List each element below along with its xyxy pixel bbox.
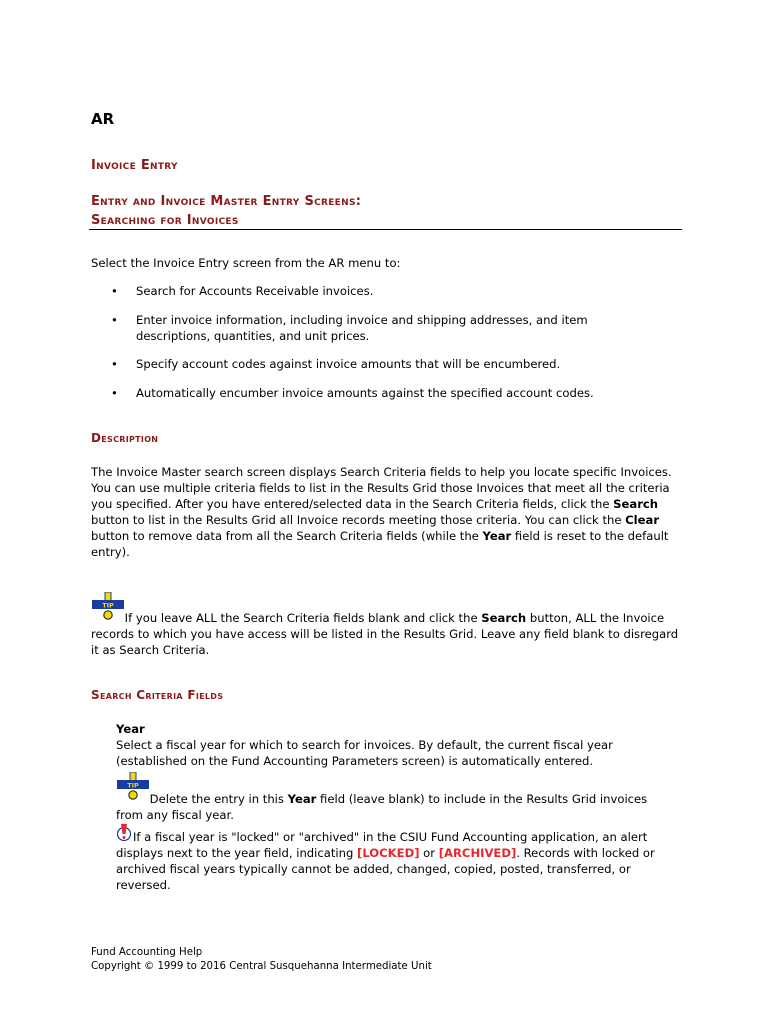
clear-term: Clear <box>625 513 660 527</box>
archived-badge: [ARCHIVED] <box>438 846 517 860</box>
search-term: Search <box>481 611 527 625</box>
page-title-line1: Entry and Invoice Master Entry Screens: <box>91 194 362 209</box>
bullet-item <box>91 312 651 344</box>
year-field-description: Select a fiscal year for which to search for invoices. By default, the current fiscal year (established on the Fund Accounting Parameters screen) is automatically entered. <box>116 738 613 768</box>
bullet-text: Automatically encumber invoice amounts against the specified account codes. <box>136 386 594 400</box>
title-divider <box>89 229 682 230</box>
footer-copyright: Copyright © 1999 to 2016 Central Susquehanna Intermediate Unit <box>91 960 432 972</box>
page-title <box>91 192 361 230</box>
description-heading: Description <box>91 431 159 445</box>
alert-part: or <box>419 846 439 860</box>
desc-part: The Invoice Master search screen displays Search Criteria fields to help you locate specific Invoices. You can use multiple criteria fields to list in the Results Grid those Invoices that meet all the criteria you specified. After you have entered/selected data in the Search Criteria fields, click the <box>91 465 672 511</box>
year-term: Year <box>287 792 317 806</box>
tip-part: Delete the entry in this <box>146 792 288 806</box>
bullet-list <box>91 283 651 401</box>
bullet-item <box>91 356 651 372</box>
page-footer <box>91 946 432 973</box>
description-text <box>91 464 681 560</box>
tip-icon-label: TIP <box>102 601 114 610</box>
section-heading: Invoice Entry <box>91 158 178 173</box>
bullet-dot: • <box>111 284 118 298</box>
tip2-text <box>116 791 676 823</box>
bullet-item <box>91 283 651 299</box>
year-term: Year <box>482 529 512 543</box>
module-heading: AR <box>91 110 115 128</box>
year-field-label: Year <box>116 722 145 736</box>
alert-part: If a fiscal year is "locked" or "archived" in the CSIU Fund Accounting application, an alert displays next to the year field, indicating <box>116 830 648 860</box>
bullet-item <box>91 385 651 401</box>
intro-text: Select the Invoice Entry screen from the AR menu to: <box>91 256 401 270</box>
tip-part: field (leave blank) to include in the Results Grid invoices from any fiscal year. <box>116 792 648 822</box>
search-criteria-heading: Search Criteria Fields <box>91 688 224 702</box>
page-title-line2: Searching for Invoices <box>91 213 239 228</box>
tip-part: If you leave ALL the Search Criteria fields blank and click the <box>121 611 482 625</box>
desc-part: field is reset to the default entry). <box>91 529 669 559</box>
tip-icon-label: TIP <box>127 781 139 790</box>
bullet-dot: • <box>111 386 118 400</box>
desc-part: button to remove data from all the Search Criteria fields (while the <box>91 529 483 543</box>
bullet-text: Enter invoice information, including invoice and shipping addresses, and item descriptions, quantities, and unit prices. <box>136 313 588 343</box>
bullet-dot: • <box>111 357 118 371</box>
locked-badge: [LOCKED] <box>357 846 420 860</box>
search-term: Search <box>613 497 659 511</box>
desc-part: button to list in the Results Grid all Invoice records meeting those criteria. You can click the <box>91 513 626 527</box>
footer-title: Fund Accounting Help <box>91 947 203 958</box>
bullet-text: Search for Accounts Receivable invoices. <box>136 284 374 298</box>
bullet-dot: • <box>111 313 118 327</box>
bullet-text: Specify account codes against invoice amounts that will be encumbered. <box>136 357 561 371</box>
tip-part: button, ALL the Invoice records to which you have access will be listed in the Results Grid. Leave any field blank to disregard it as Search Criteria. <box>91 611 679 657</box>
tip1-text <box>91 610 681 658</box>
alert-part: . Records with locked or archived fiscal years typically cannot be added, changed, copied, posted, transferred, or reversed. <box>116 846 655 892</box>
alert-text <box>116 829 681 893</box>
